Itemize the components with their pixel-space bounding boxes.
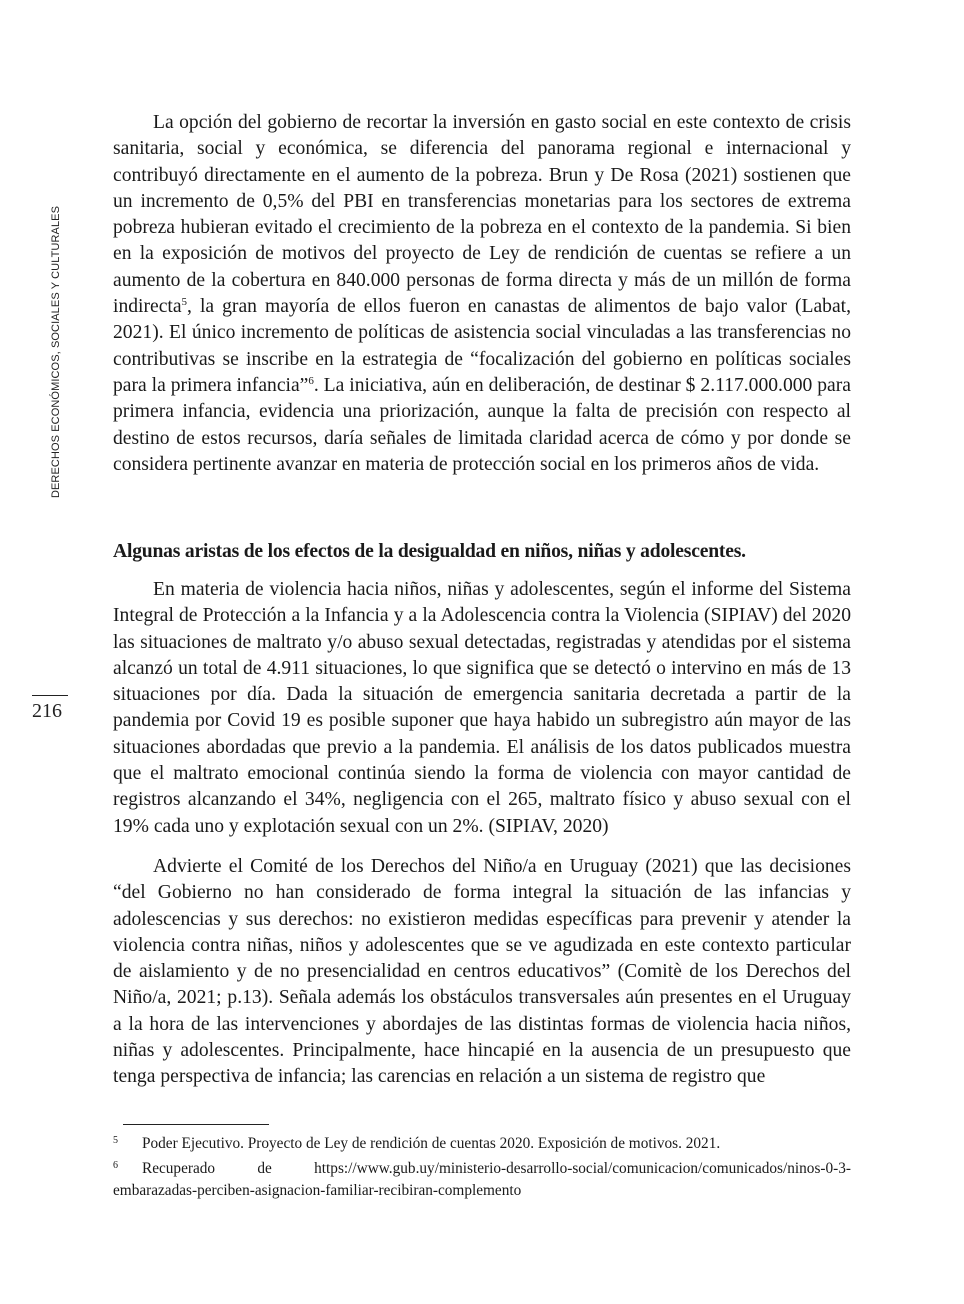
section-heading: Algunas aristas de los efectos de la desigualdad en niños, niñas y adolescentes. [113, 541, 746, 562]
paragraph-3: Advierte el Comité de los Derechos del Niño/a en Uruguay (2021) que las decisiones “del Gobierno no han considerado de forma integral la situación de las infancias y adolescencias y sus derechos: no existieron medidas específicas para prevenir y atender la violencia contra niñas, niños y adolescentes que se ve agudizada en este contexto particular de aislamiento y de no presencialidad en centros educativos” (Comitè de los Derechos del Niño/a, 2021; p.13). Señala además los obstáculos transversales aún presentes en el Uruguay a la hora de las intervenciones y abordajes de las distintas formas de violencia hacia niños, niñas y adolescentes. Principalmente, hace hincapié en la ausencia de un presupuesto que tenga perspectiva de infancia; las carencias en relación a un sistema de registro que [113, 855, 851, 1088]
body-text-top [113, 110, 851, 478]
footnote-number: 5 [113, 1135, 118, 1146]
footnote-separator [123, 1124, 269, 1125]
paragraph-1-part-a: La opción del gobierno de recortar la inversión en gasto social en este contexto de crisis sanitaria, social y económica, se diferencia del panorama regional e internacional y contribuyó directamente en el aumento de la pobreza. Brun y De Rosa (2021) sostienen que un incremento de 0,5% del PBI en transferencias monetarias para los sectores de extrema pobreza hubieran evitado el crecimiento de la pobreza en el contexto de la pandemia. Si bien en la exposición de motivos del proyecto de Ley de rendición de cuentas se refiere a un aumento de la cobertura en 840.000 personas de forma directa y más de un millón de forma indirecta [113, 112, 851, 318]
footnote-ref-5[interactable]: 5 [181, 296, 188, 309]
paragraph-1 [113, 110, 851, 478]
footnote-number: 6 [113, 1160, 118, 1171]
page-number: 216 [32, 700, 62, 722]
footnote-text-link[interactable]: Recuperado de https://www.gub.uy/ministerio-desarrollo-social/comunicacion/comunicados/ninos-0-3-embarazadas-perciben-asignacion-familiar-recibiran-complemento [113, 1160, 851, 1199]
footnote-5 [113, 1130, 851, 1155]
paragraph-2: En materia de violencia hacia niños, niñas y adolescentes, según el informe del Sistema Integral de Protección a la Infancia y a la Adolescencia contra la Violencia (SIPIAV) del 2020 las situaciones de maltrato y/o abuso sexual detectadas, registradas y atendidas por el sistema alcanzó un total de 4.911 situaciones, lo que significa que se detectó o intervino en más de 13 situaciones por día. Dada la situación de emergencia sanitaria decretada a partir de la pandemia por Covid 19 es posible suponer que haya habido un subregistro aún mayor de las situaciones abordadas que previo a la pandemia. El análisis de los datos publicados muestra que el maltrato emocional continúa siendo la forma de violencia con mayor cantidad de registros alcanzando el 34%, negligencia con el 265, maltrato físico y abuso sexual con el 19% cada uno y explotación sexual con un 2%. (SIPIAV, 2020) [113, 579, 851, 837]
paragraph-1-part-b: , la gran mayoría de ellos fueron en canastas de alimentos de bajo valor (Labat, 2021). El único incremento de políticas de asistencia social vinculadas a las transferencias no contributivas se inscribe en la estrategia de “focalización del gobierno en políticas sociales para la primera infancia” [113, 296, 851, 396]
paragraph-1-part-c: . La iniciativa, aún en deliberación, de destinar $ 2.117.000.000 para primera infancia, evidencia una priorización, aunque la falta de precisión con respecto al destino de estos recursos, daría señales de limitada claridad acerca de cómo y por donde se considera pertinente avanzar en materia de protección social en los primeros años de vida. [113, 374, 851, 475]
footnotes [113, 1130, 851, 1202]
footnote-text: Poder Ejecutivo. Proyecto de Ley de rendición de cuentas 2020. Exposición de motivos. 2021. [142, 1135, 721, 1152]
page-number-rule [32, 695, 68, 696]
running-head: DERECHOS ECONÓMICOS, SOCIALES Y CULTURALES [50, 205, 62, 499]
body-text-bottom [113, 577, 851, 1105]
footnote-6 [113, 1155, 851, 1202]
footnote-ref-6[interactable]: 6 [308, 374, 314, 387]
